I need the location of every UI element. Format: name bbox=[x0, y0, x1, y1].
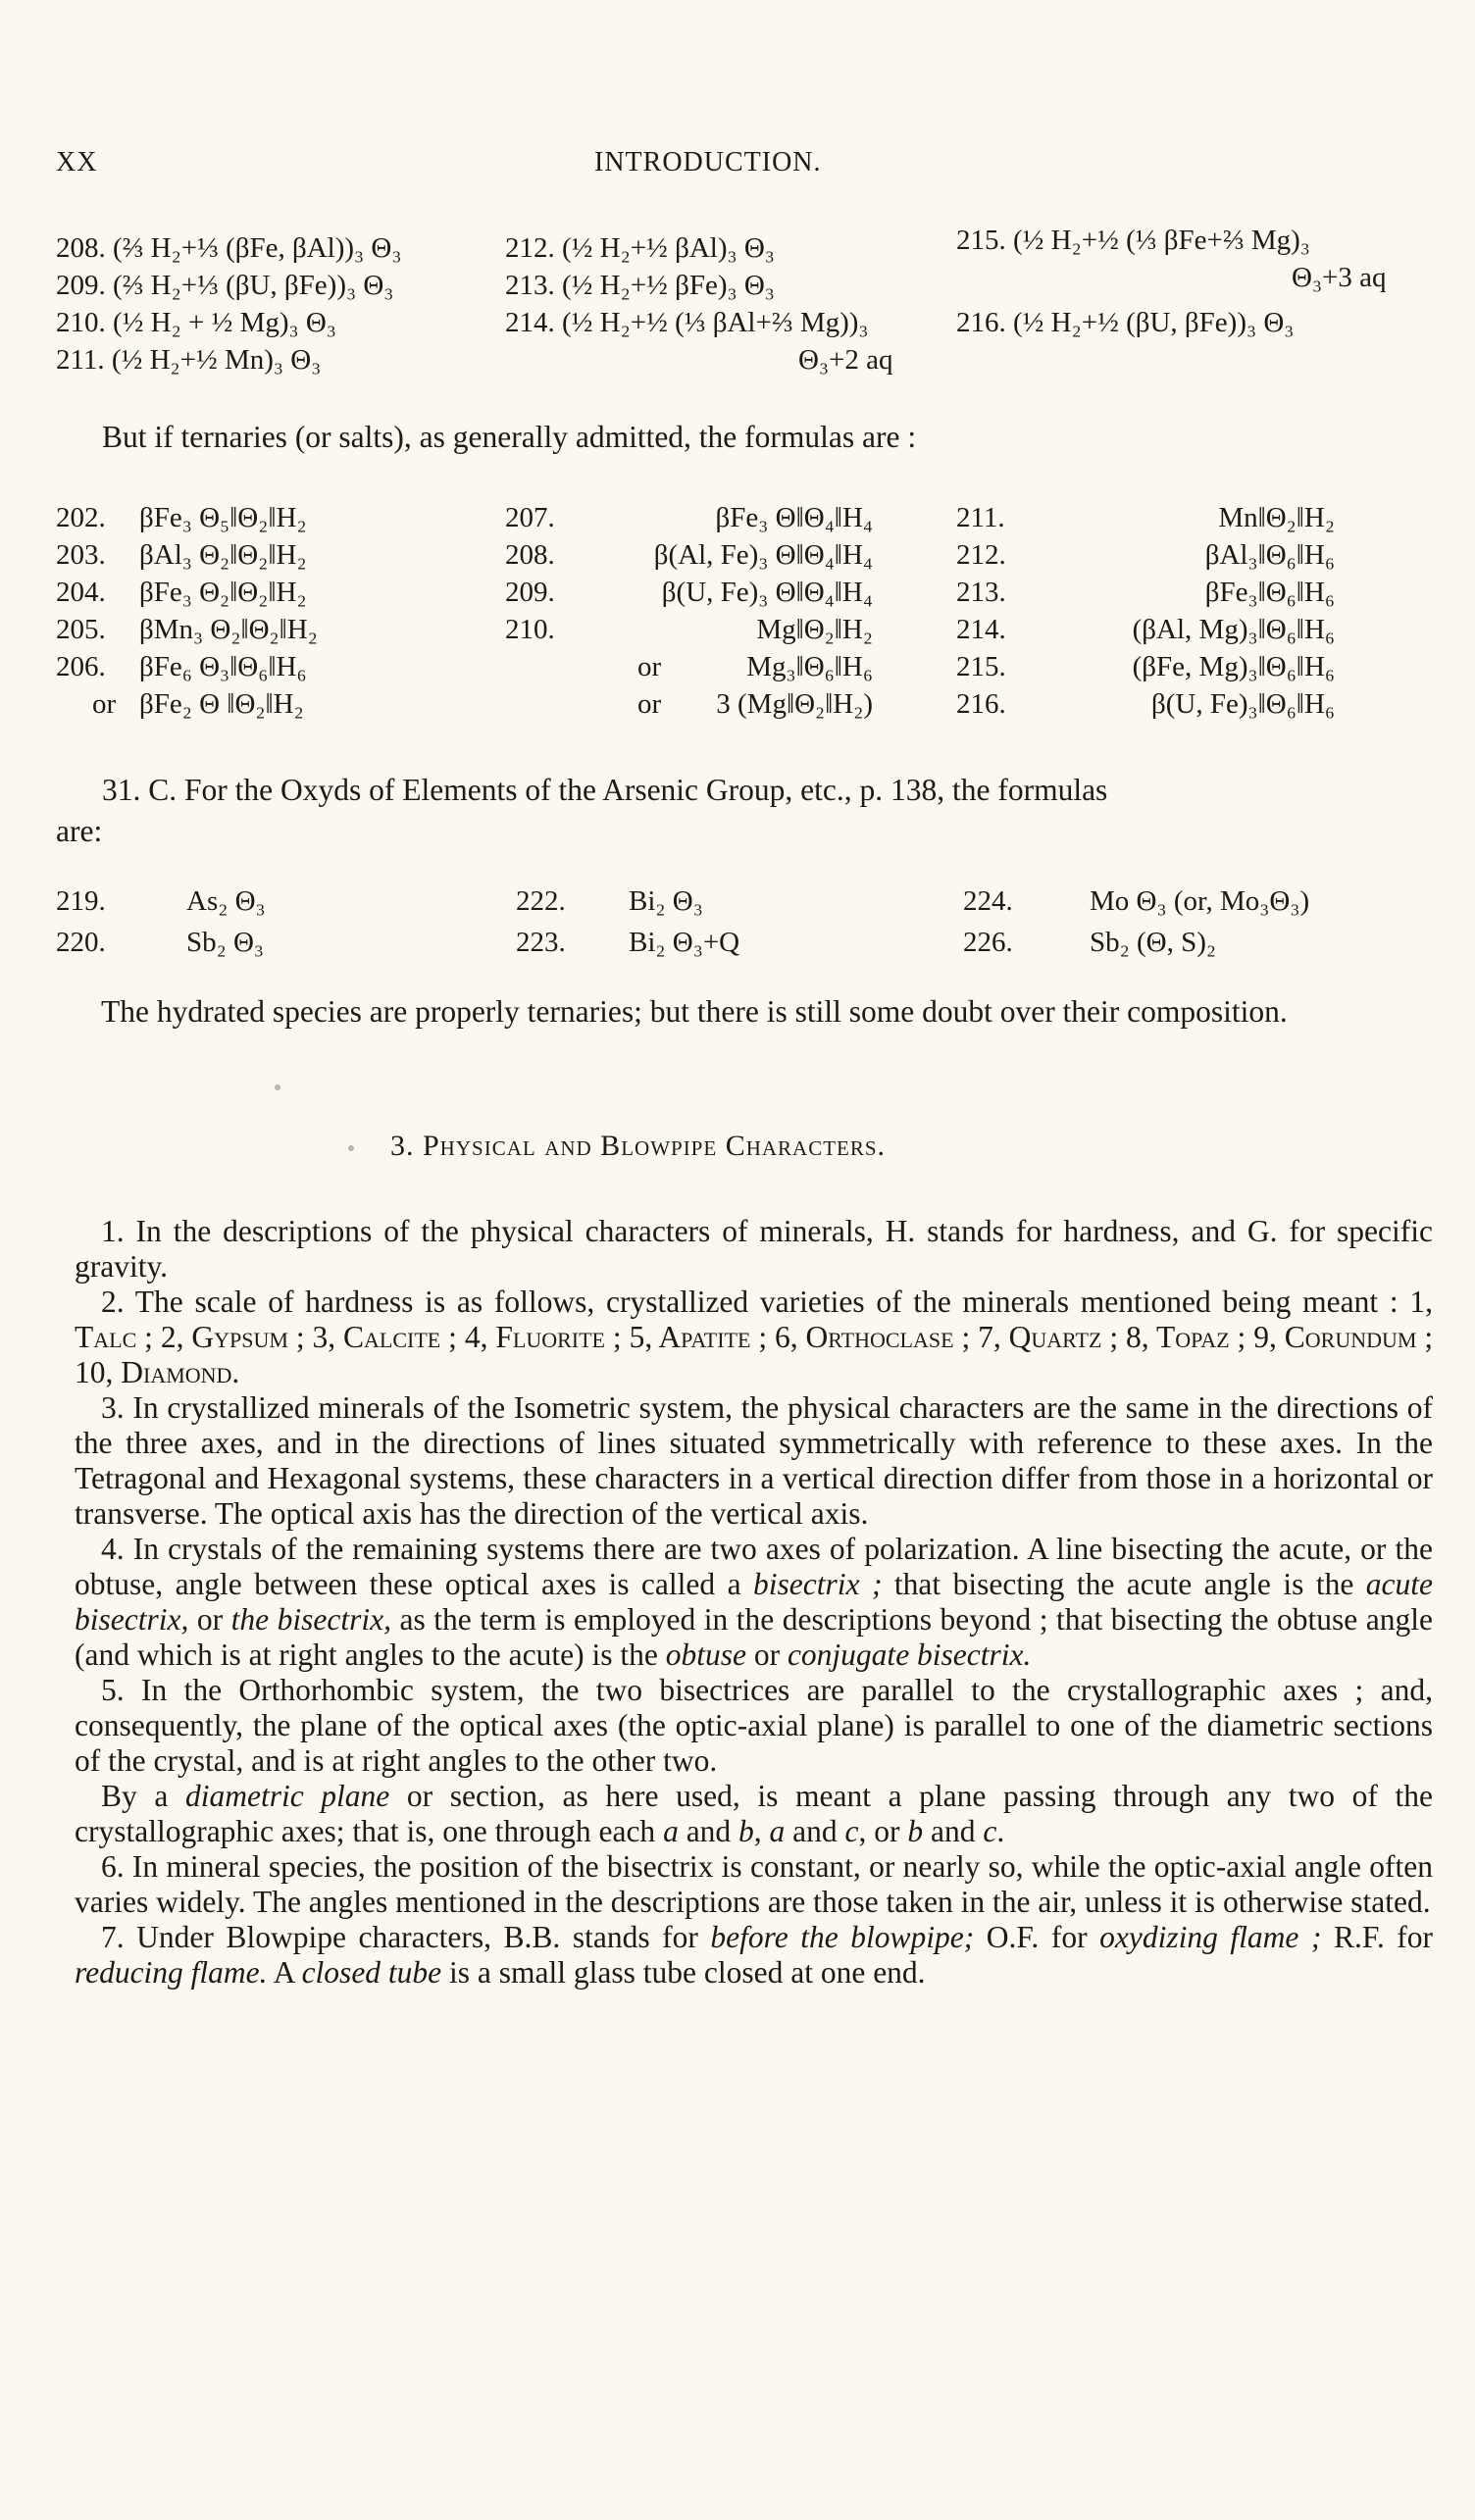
formula-line: Bi₂ Θ₃+Q bbox=[629, 927, 740, 958]
formula-number: or bbox=[92, 688, 117, 720]
hydrated-note bbox=[75, 992, 1433, 1032]
p4-term: obtuse bbox=[665, 1638, 746, 1672]
paragraph-1: 1. In the descriptions of the physical characters of minerals, H. stands for hardness, and G. for specific gravity. bbox=[75, 1214, 1433, 1284]
formula-number: 223. bbox=[516, 927, 566, 958]
body-text bbox=[75, 1214, 1433, 1991]
formula-number: 214. bbox=[956, 614, 1006, 645]
p5b-text: By a bbox=[101, 1779, 185, 1813]
formula-line: βAl₃‖Θ₆‖H₆ bbox=[1204, 539, 1335, 571]
p5b-axis: c bbox=[983, 1814, 997, 1848]
formula-line: Mg₃‖Θ₆‖H₆ bbox=[746, 651, 873, 682]
paragraph-6: 6. In mineral species, the position of the bisectrix is constant, or nearly so, while the optic-axial angle often varies widely. The angles mentioned in the descriptions are those taken in the air, unless it is otherwise stated. bbox=[75, 1849, 1433, 1919]
formula-line: βFe₃ Θ₂‖Θ₂‖H₂ bbox=[139, 577, 307, 608]
hardness-6: 6, Orthoclase ; bbox=[775, 1320, 971, 1354]
formula-line: Sb₂ (Θ, S)₂ bbox=[1090, 927, 1216, 958]
formula-number: 208. bbox=[505, 539, 555, 571]
formula-number: 207. bbox=[505, 502, 555, 533]
paragraph-2 bbox=[75, 1285, 1433, 1390]
hydrated-note-text: The hydrated species are properly ternaries; but there is still some doubt over their composition. bbox=[101, 994, 1288, 1029]
page-number: XX bbox=[56, 147, 98, 177]
formula-line: βFe₃ Θ‖Θ₄‖H₄ bbox=[715, 502, 873, 533]
section-heading: 3. Physical and Blowpipe Characters. bbox=[390, 1130, 887, 1162]
formula-number: 213. bbox=[956, 577, 1006, 608]
p7-text: A bbox=[267, 1955, 302, 1990]
formula-line: βFe₃‖Θ₆‖H₆ bbox=[1204, 577, 1335, 608]
p4-text: that bisecting the acute angle is the bbox=[882, 1567, 1366, 1601]
print-speck bbox=[348, 1145, 354, 1151]
formula-line: (βAl, Mg)₃‖Θ₆‖H₆ bbox=[1132, 614, 1335, 645]
p5b-axis: c bbox=[844, 1814, 859, 1848]
p7-text: is a small glass tube closed at one end. bbox=[441, 1955, 926, 1990]
formula-line: 213. (½ H₂+½ βFe)₃ Θ₃ bbox=[505, 270, 775, 301]
formula-line: βAl₃ Θ₂‖Θ₂‖H₂ bbox=[139, 539, 307, 571]
formula-number: 226. bbox=[963, 927, 1013, 958]
formula-line: βFe₆ Θ₃‖Θ₆‖H₆ bbox=[139, 651, 307, 682]
formula-line: 211. (½ H₂+½ Mn)₃ Θ₃ bbox=[56, 344, 322, 376]
p7-term: before the blowpipe; bbox=[710, 1920, 975, 1954]
paragraph-3: 3. In crystallized minerals of the Isometric system, the physical characters are the same in the directions of the three axes, and in the directions of lines situated symmetrically with reference to these axes. In the Tetragonal and Hexagonal systems, these characters in a vertical direction differ from those in a horizontal or transverse. The optical axis has the direction of the vertical axis. bbox=[75, 1390, 1433, 1531]
formula-line: 214. (½ H₂+½ (⅓ βAl+⅔ Mg))₃ bbox=[505, 307, 869, 338]
formula-line: Bi₂ Θ₃ bbox=[629, 885, 703, 917]
hardness-1: 1, Talc ; bbox=[75, 1285, 1433, 1354]
formula-line: Mo Θ₃ (or, Mo₃Θ₃) bbox=[1090, 885, 1310, 917]
p4-term: conjugate bisectrix. bbox=[787, 1638, 1032, 1672]
formula-line: (βFe, Mg)₃‖Θ₆‖H₆ bbox=[1132, 651, 1335, 682]
formula-number: 220. bbox=[56, 927, 106, 958]
formula-line: β(U, Fe)₃‖Θ₆‖H₆ bbox=[1150, 688, 1335, 720]
hardness-10: 10, Diamond. bbox=[75, 1355, 240, 1389]
hardness-4: 4, Fluorite ; bbox=[464, 1320, 622, 1354]
hardness-7: 7, Quartz ; bbox=[978, 1320, 1119, 1354]
formula-number: 222. bbox=[516, 885, 566, 917]
p5b-axis: b bbox=[907, 1814, 924, 1848]
formula-line: 3 (Mg‖Θ₂‖H₂) bbox=[716, 688, 873, 720]
formula-line: 212. (½ H₂+½ βAl)₃ Θ₃ bbox=[505, 232, 775, 264]
print-speck bbox=[275, 1084, 280, 1090]
formula-number: or bbox=[637, 651, 662, 682]
p5b-axis: b bbox=[738, 1814, 754, 1848]
intro-sentence: But if ternaries (or salts), as generally admitted, the formulas are : bbox=[102, 420, 917, 454]
p5b-text: , bbox=[753, 1814, 770, 1848]
formula-number: 209. bbox=[505, 577, 555, 608]
formula-number: 211. bbox=[956, 502, 1005, 533]
p4-text: as the term is employed in the descriptions beyond ; that bisecting the obtuse angle (and which is at right angles to the acute) is the bbox=[75, 1602, 1433, 1672]
formula-number: 205. bbox=[56, 614, 106, 645]
p7-term: oxydizing flame ; bbox=[1099, 1920, 1322, 1954]
formula-line: β(U, Fe)₃ Θ‖Θ₄‖H₄ bbox=[661, 577, 873, 608]
p7-text: 7. Under Blowpipe characters, B.B. stands for bbox=[101, 1920, 711, 1954]
section-31-line1: 31. C. For the Oxyds of Elements of the Arsenic Group, etc., p. 138, the formulas bbox=[102, 773, 1108, 807]
formula-number: 206. bbox=[56, 651, 106, 682]
formula-line: 216. (½ H₂+½ (βU, βFe))₃ Θ₃ bbox=[956, 307, 1295, 338]
p4-term: acute bisectrix, bbox=[75, 1567, 1433, 1637]
formula-line: βFe₃ Θ₅‖Θ₂‖H₂ bbox=[139, 502, 307, 533]
p7-text: O.F. for bbox=[974, 1920, 1100, 1954]
formula-line: βMn₃ Θ₂‖Θ₂‖H₂ bbox=[139, 614, 318, 645]
formula-line: Sb₂ Θ₃ bbox=[186, 927, 265, 958]
hardness-2: 2, Gypsum ; bbox=[160, 1320, 305, 1354]
formula-line: Θ₃+2 aq bbox=[798, 344, 893, 376]
p5b-term: diametric plane bbox=[184, 1779, 390, 1813]
p5b-text: and bbox=[785, 1814, 845, 1848]
formula-line: β(Al, Fe)₃ Θ‖Θ₄‖H₄ bbox=[653, 539, 873, 571]
p4-text: or bbox=[745, 1638, 788, 1672]
formula-number: or bbox=[637, 688, 662, 720]
p4-term: the bisectrix, bbox=[230, 1602, 391, 1637]
p4-text: or bbox=[188, 1602, 231, 1637]
p5b-text: and bbox=[678, 1814, 739, 1848]
formula-number: 203. bbox=[56, 539, 106, 571]
formula-number: 216. bbox=[956, 688, 1006, 720]
hardness-3: 3, Calcite ; bbox=[312, 1320, 457, 1354]
paragraph-5b bbox=[75, 1779, 1433, 1849]
paragraph-4 bbox=[75, 1532, 1433, 1673]
p7-term: reducing flame. bbox=[75, 1955, 268, 1990]
p5b-text: . bbox=[996, 1814, 1005, 1848]
p4-text: 4. In crystals of the remaining systems there are two axes of polarization. A line bisecting the acute, or the obtuse, angle between these optical axes is called a bbox=[75, 1532, 1433, 1601]
running-head: INTRODUCTION. bbox=[594, 147, 822, 177]
formula-number: 215. bbox=[956, 651, 1006, 682]
p4-term: bisectrix ; bbox=[753, 1567, 883, 1601]
p5b-text: or section, as here used, is meant a plane passing through any two of the crystallographic axes; that is, one through each bbox=[75, 1779, 1433, 1848]
formula-line: βFe₂ Θ ‖Θ₂‖H₂ bbox=[139, 688, 304, 720]
p7-term: closed tube bbox=[301, 1955, 442, 1990]
p5b-text: , or bbox=[858, 1814, 908, 1848]
formula-line: Θ₃+3 aq bbox=[1292, 262, 1387, 293]
paragraph-7 bbox=[75, 1920, 1433, 1991]
p5b-axis: a bbox=[769, 1814, 786, 1848]
hardness-9: 9, Corundum ; bbox=[1253, 1320, 1434, 1354]
p5b-axis: a bbox=[663, 1814, 679, 1848]
formula-number: 202. bbox=[56, 502, 106, 533]
formula-line: 215. (½ H₂+½ (⅓ βFe+⅔ Mg)₃ bbox=[956, 225, 1310, 256]
formula-number: 210. bbox=[505, 614, 555, 645]
p5b-text: and bbox=[923, 1814, 984, 1848]
formula-number: 212. bbox=[956, 539, 1006, 571]
formula-number: 204. bbox=[56, 577, 106, 608]
paragraph-5: 5. In the Orthorhombic system, the two bisectrices are parallel to the crystallographic axes ; and, consequently, the plane of the optical axes (the optic-axial plane) is parallel to one of the diametric sections of the crystal, and is at right angles to the other two. bbox=[75, 1673, 1433, 1778]
formula-line: 208. (⅔ H₂+⅓ (βFe, βAl))₃ Θ₃ bbox=[56, 232, 402, 264]
formula-line: 210. (½ H₂ + ½ Mg)₃ Θ₃ bbox=[56, 307, 336, 338]
p7-text: R.F. for bbox=[1321, 1920, 1433, 1954]
hardness-8: 8, Topaz ; bbox=[1126, 1320, 1246, 1354]
formula-line: 209. (⅔ H₂+⅓ (βU, βFe))₃ Θ₃ bbox=[56, 270, 394, 301]
paragraph-2-text: 2. The scale of hardness is as follows, crystallized varieties of the minerals mentioned being meant : bbox=[101, 1285, 1399, 1319]
formula-line: Mn‖Θ₂‖H₂ bbox=[1218, 502, 1335, 533]
hardness-5: 5, Apatite ; bbox=[629, 1320, 768, 1354]
formula-line: As₂ Θ₃ bbox=[186, 885, 266, 917]
section-31-line2: are: bbox=[56, 814, 103, 848]
formula-number: 219. bbox=[56, 885, 106, 917]
formula-number: 224. bbox=[963, 885, 1013, 917]
formula-line: Mg‖Θ₂‖H₂ bbox=[756, 614, 873, 645]
